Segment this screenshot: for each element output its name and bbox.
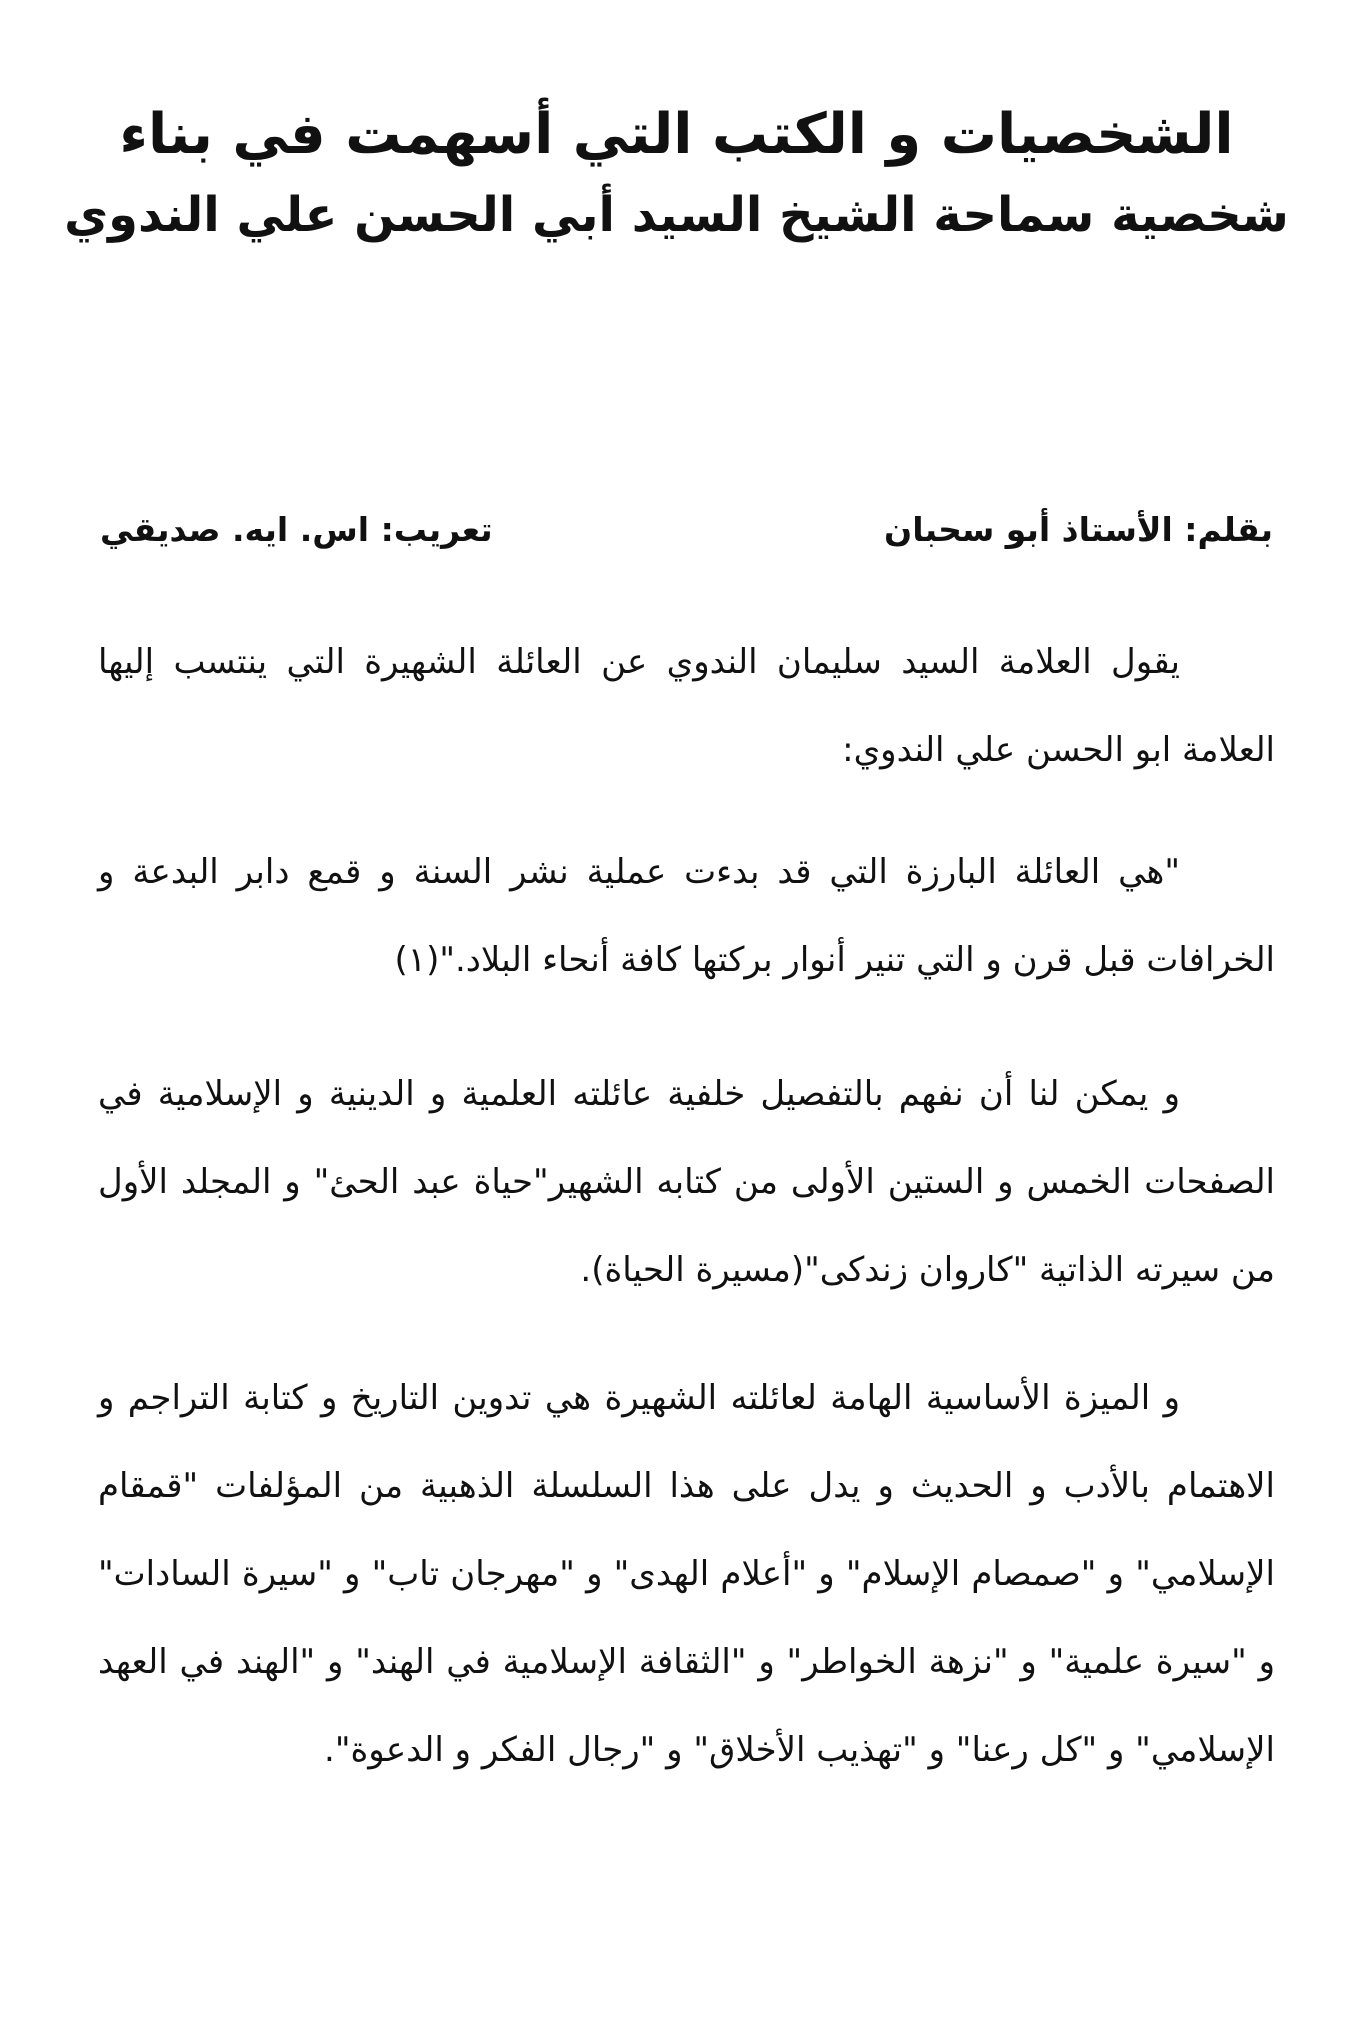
article-body <box>98 618 1275 1834</box>
page-title: الشخصيات و الكتب التي أسهمت في بناء <box>119 102 1234 167</box>
translator-credit: تعريب: اس. ايه. صديقي <box>100 510 493 549</box>
paragraph: "هي العائلة البارزة التي قد بدءت عملية نشر السنة و قمع دابر البدعة و الخرافات قبل قرن و التي تنير أنوار بركتها كافة أنحاء البلاد."(١) <box>98 852 1275 980</box>
page-subtitle: شخصية سماحة الشيخ السيد أبي الحسن علي الندوي <box>64 187 1289 243</box>
paragraph: و يمكن لنا أن نفهم بالتفصيل خلفية عائلته العلمية و الدينية و الإسلامية في الصفحات الخمس و الستين الأولى من كتابه الشهير"حياة عبد الحئ" و المجلد الأول من سيرته الذاتية "كاروان زندكى"(مسيرة الحياة). <box>98 1074 1275 1290</box>
paragraph: و الميزة الأساسية الهامة لعائلته الشهيرة هي تدوين التاريخ و كتابة التراجم و الاهتمام بالأدب و الحديث و يدل على هذا السلسلة الذهبية من المؤلفات "قمقام الإسلامي" و "صمصام الإسلام" و "أعلام الهدى" و "مهرجان تاب" و "سيرة السادات" و "سيرة علمية" و "نزهة الخواطر" و "الثقافة الإسلامية في الهند" و "الهند في العهد الإسلامي" و "كل رعنا" و "تهذيب الأخلاق" و "رجال الفكر و الدعوة". <box>98 1378 1275 1770</box>
title-block <box>0 95 1353 255</box>
author-credit: بقلم: الأستاذ أبو سحبان <box>884 510 1273 549</box>
paragraph: يقول العلامة السيد سليمان الندوي عن العائلة الشهيرة التي ينتسب إليها العلامة ابو الحسن علي الندوي: <box>98 642 1275 770</box>
byline <box>100 500 1273 560</box>
